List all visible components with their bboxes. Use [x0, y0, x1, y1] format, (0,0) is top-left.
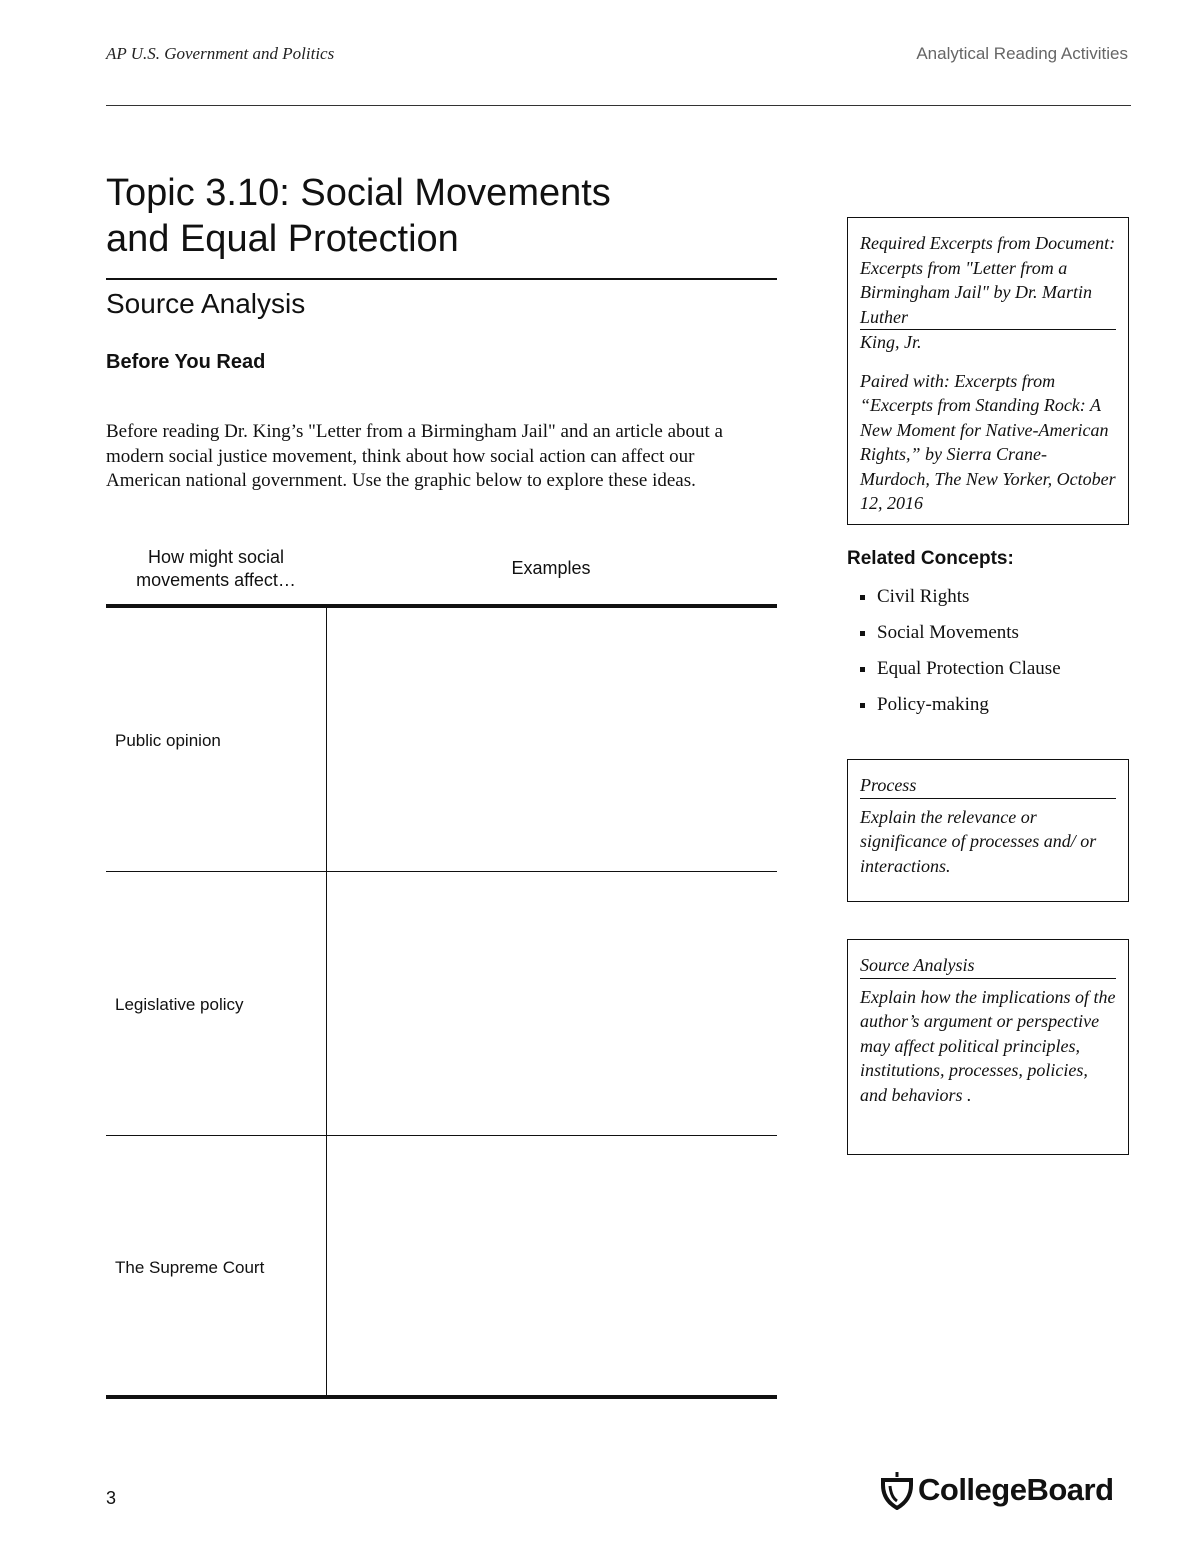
examples-cell-public-opinion[interactable] [328, 609, 776, 869]
before-you-read-heading: Before You Read [106, 351, 266, 373]
collegeboard-logo-text: CollegeBoard [918, 1472, 1114, 1507]
acorn-icon [880, 1470, 914, 1510]
source-analysis-box [847, 939, 1129, 1155]
table-row-divider [106, 1135, 777, 1136]
bullet-icon [860, 703, 865, 708]
intro-paragraph: Before reading Dr. King’s "Letter from a Birmingham Jail" and an article about a modern social justice movement, think about how social action can affect our American national government. Use the graphic below to explore these ideas. [106, 421, 723, 491]
paired-excerpts-text: Paired with: Excerpts from “Excerpts from Standing Rock: A New Moment for Native-American Rights,” by Sierra Crane-Murdoch, The New Yorker, October 12, 2016 [860, 370, 1116, 513]
related-concepts-title: Related Concepts: [847, 548, 1014, 569]
row-label-supreme-court: The Supreme Court [115, 1258, 265, 1277]
process-box [847, 759, 1129, 902]
running-header-section: Analytical Reading Activities [916, 44, 1128, 63]
section-subtitle: Source Analysis [106, 288, 306, 319]
list-item: Policy-making [860, 687, 1061, 723]
page-number: 3 [106, 1488, 117, 1508]
graphic-column-header-affect: How might social movements affect… [136, 547, 296, 590]
examples-cell-legislative-policy[interactable] [328, 874, 776, 1133]
table-row-divider [106, 871, 777, 872]
related-concepts-list [860, 579, 1061, 723]
running-header-course: AP U.S. Government and Politics [106, 44, 335, 63]
list-item: Equal Protection Clause [860, 651, 1061, 687]
row-label-legislative-policy: Legislative policy [115, 995, 244, 1014]
examples-cell-supreme-court[interactable] [328, 1138, 776, 1394]
process-box-text: Explain the relevance or significance of processes and/ or interactions. [860, 806, 1097, 876]
page-title-line1: Topic 3.10: Social Movements [106, 172, 611, 214]
page-title-line2: and Equal Protection [106, 218, 459, 260]
excerpts-box [847, 217, 1129, 525]
title-divider [106, 278, 777, 280]
page-title [106, 170, 786, 262]
bullet-icon [860, 631, 865, 636]
list-item: Civil Rights [860, 579, 1061, 615]
process-box-title: Process [860, 773, 1116, 799]
table-column-divider [326, 608, 327, 1395]
source-analysis-box-title: Source Analysis [860, 953, 1116, 979]
row-label-public-opinion: Public opinion [115, 731, 221, 750]
required-excerpts-text: Required Excerpts from Document: Excerpts from "Letter from a Birmingham Jail" by Dr. Martin Luther [860, 231, 1116, 330]
list-item: Social Movements [860, 615, 1061, 651]
required-excerpts-author-suffix: King, Jr. [860, 332, 922, 352]
bullet-icon [860, 667, 865, 672]
graphic-column-header-examples: Examples [511, 558, 591, 578]
header-divider [106, 105, 1131, 106]
collegeboard-logo [880, 1470, 1114, 1510]
source-analysis-box-text: Explain how the implications of the author’s argument or perspective may affect political principles, institutions, processes, policies, and behaviors . [860, 986, 1116, 1105]
bullet-icon [860, 595, 865, 600]
